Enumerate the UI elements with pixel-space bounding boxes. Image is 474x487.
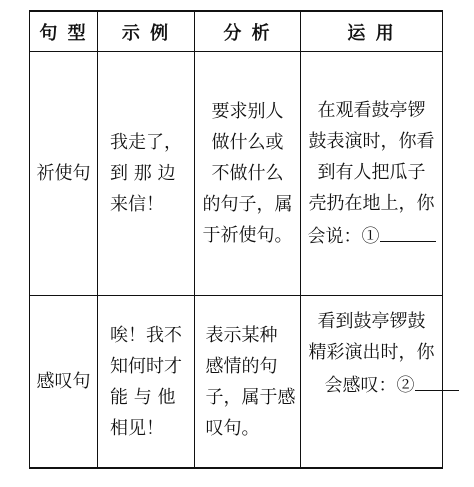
answer-blank-2[interactable]: [415, 368, 459, 391]
row2-usage-line: 会感叹：②: [324, 375, 415, 396]
header-usage: 运 用: [347, 22, 396, 44]
row1-usage-line: 在观看鼓亭锣: [317, 100, 426, 121]
row2-example-line: 知何时才: [110, 355, 182, 377]
row2-example-line: 能 与 他: [110, 386, 176, 408]
row2-analysis-line: 表示某种: [205, 324, 278, 346]
row1-usage-line: 会说：①: [307, 226, 380, 247]
row1-analysis-line: 要求别人: [211, 101, 284, 122]
row2-usage-line: 看到鼓亭锣鼓: [317, 311, 426, 332]
row1-analysis-line: 的句子，属: [202, 194, 293, 215]
row2-example-line: 唉！我不: [110, 324, 182, 346]
row1-type-text: 祈使句: [36, 163, 91, 184]
header-analysis: 分 析: [223, 22, 272, 44]
row1-example-line: 到 那 边: [110, 163, 176, 184]
header-sentence-type: 句 型: [39, 22, 88, 44]
row1-analysis-line: 做什么或: [211, 132, 284, 153]
col-line-4: [442, 10, 443, 469]
row1-example-line: 来信！: [110, 194, 164, 215]
row2-example-line: 相见！: [110, 417, 164, 439]
table-bottom-border: [29, 467, 443, 469]
row2-analysis-line: 子，属于感: [205, 386, 296, 408]
row1-usage: [301, 52, 442, 295]
row2-analysis-line: 感情的句: [205, 355, 278, 377]
row1-type: [30, 52, 97, 295]
row1-usage-line: 到有人把瓜子: [317, 162, 426, 183]
row1-usage-line: 壳扔在地上，你: [308, 193, 435, 214]
row2-type-text: 感叹句: [36, 371, 91, 392]
row1-usage-line: 鼓表演时，你看: [308, 131, 435, 152]
comparison-table: [29, 10, 443, 469]
header-example: 示 例: [121, 22, 171, 44]
answer-blank-1[interactable]: [380, 219, 436, 242]
row2-type: [30, 296, 97, 467]
row1-example-line: 我走了，: [110, 132, 182, 153]
row2-analysis: [195, 296, 300, 467]
row2-usage-line: 精彩演出时，你: [308, 342, 435, 363]
row2-analysis-line: 叹句。: [205, 417, 260, 439]
row2-example: [98, 296, 194, 467]
row1-analysis: [195, 52, 300, 295]
row1-analysis-line: 于祈使句。: [202, 225, 293, 246]
row1-analysis-line: 不做什么: [211, 163, 284, 184]
row1-example: [98, 52, 194, 295]
row2-usage: [301, 296, 442, 467]
